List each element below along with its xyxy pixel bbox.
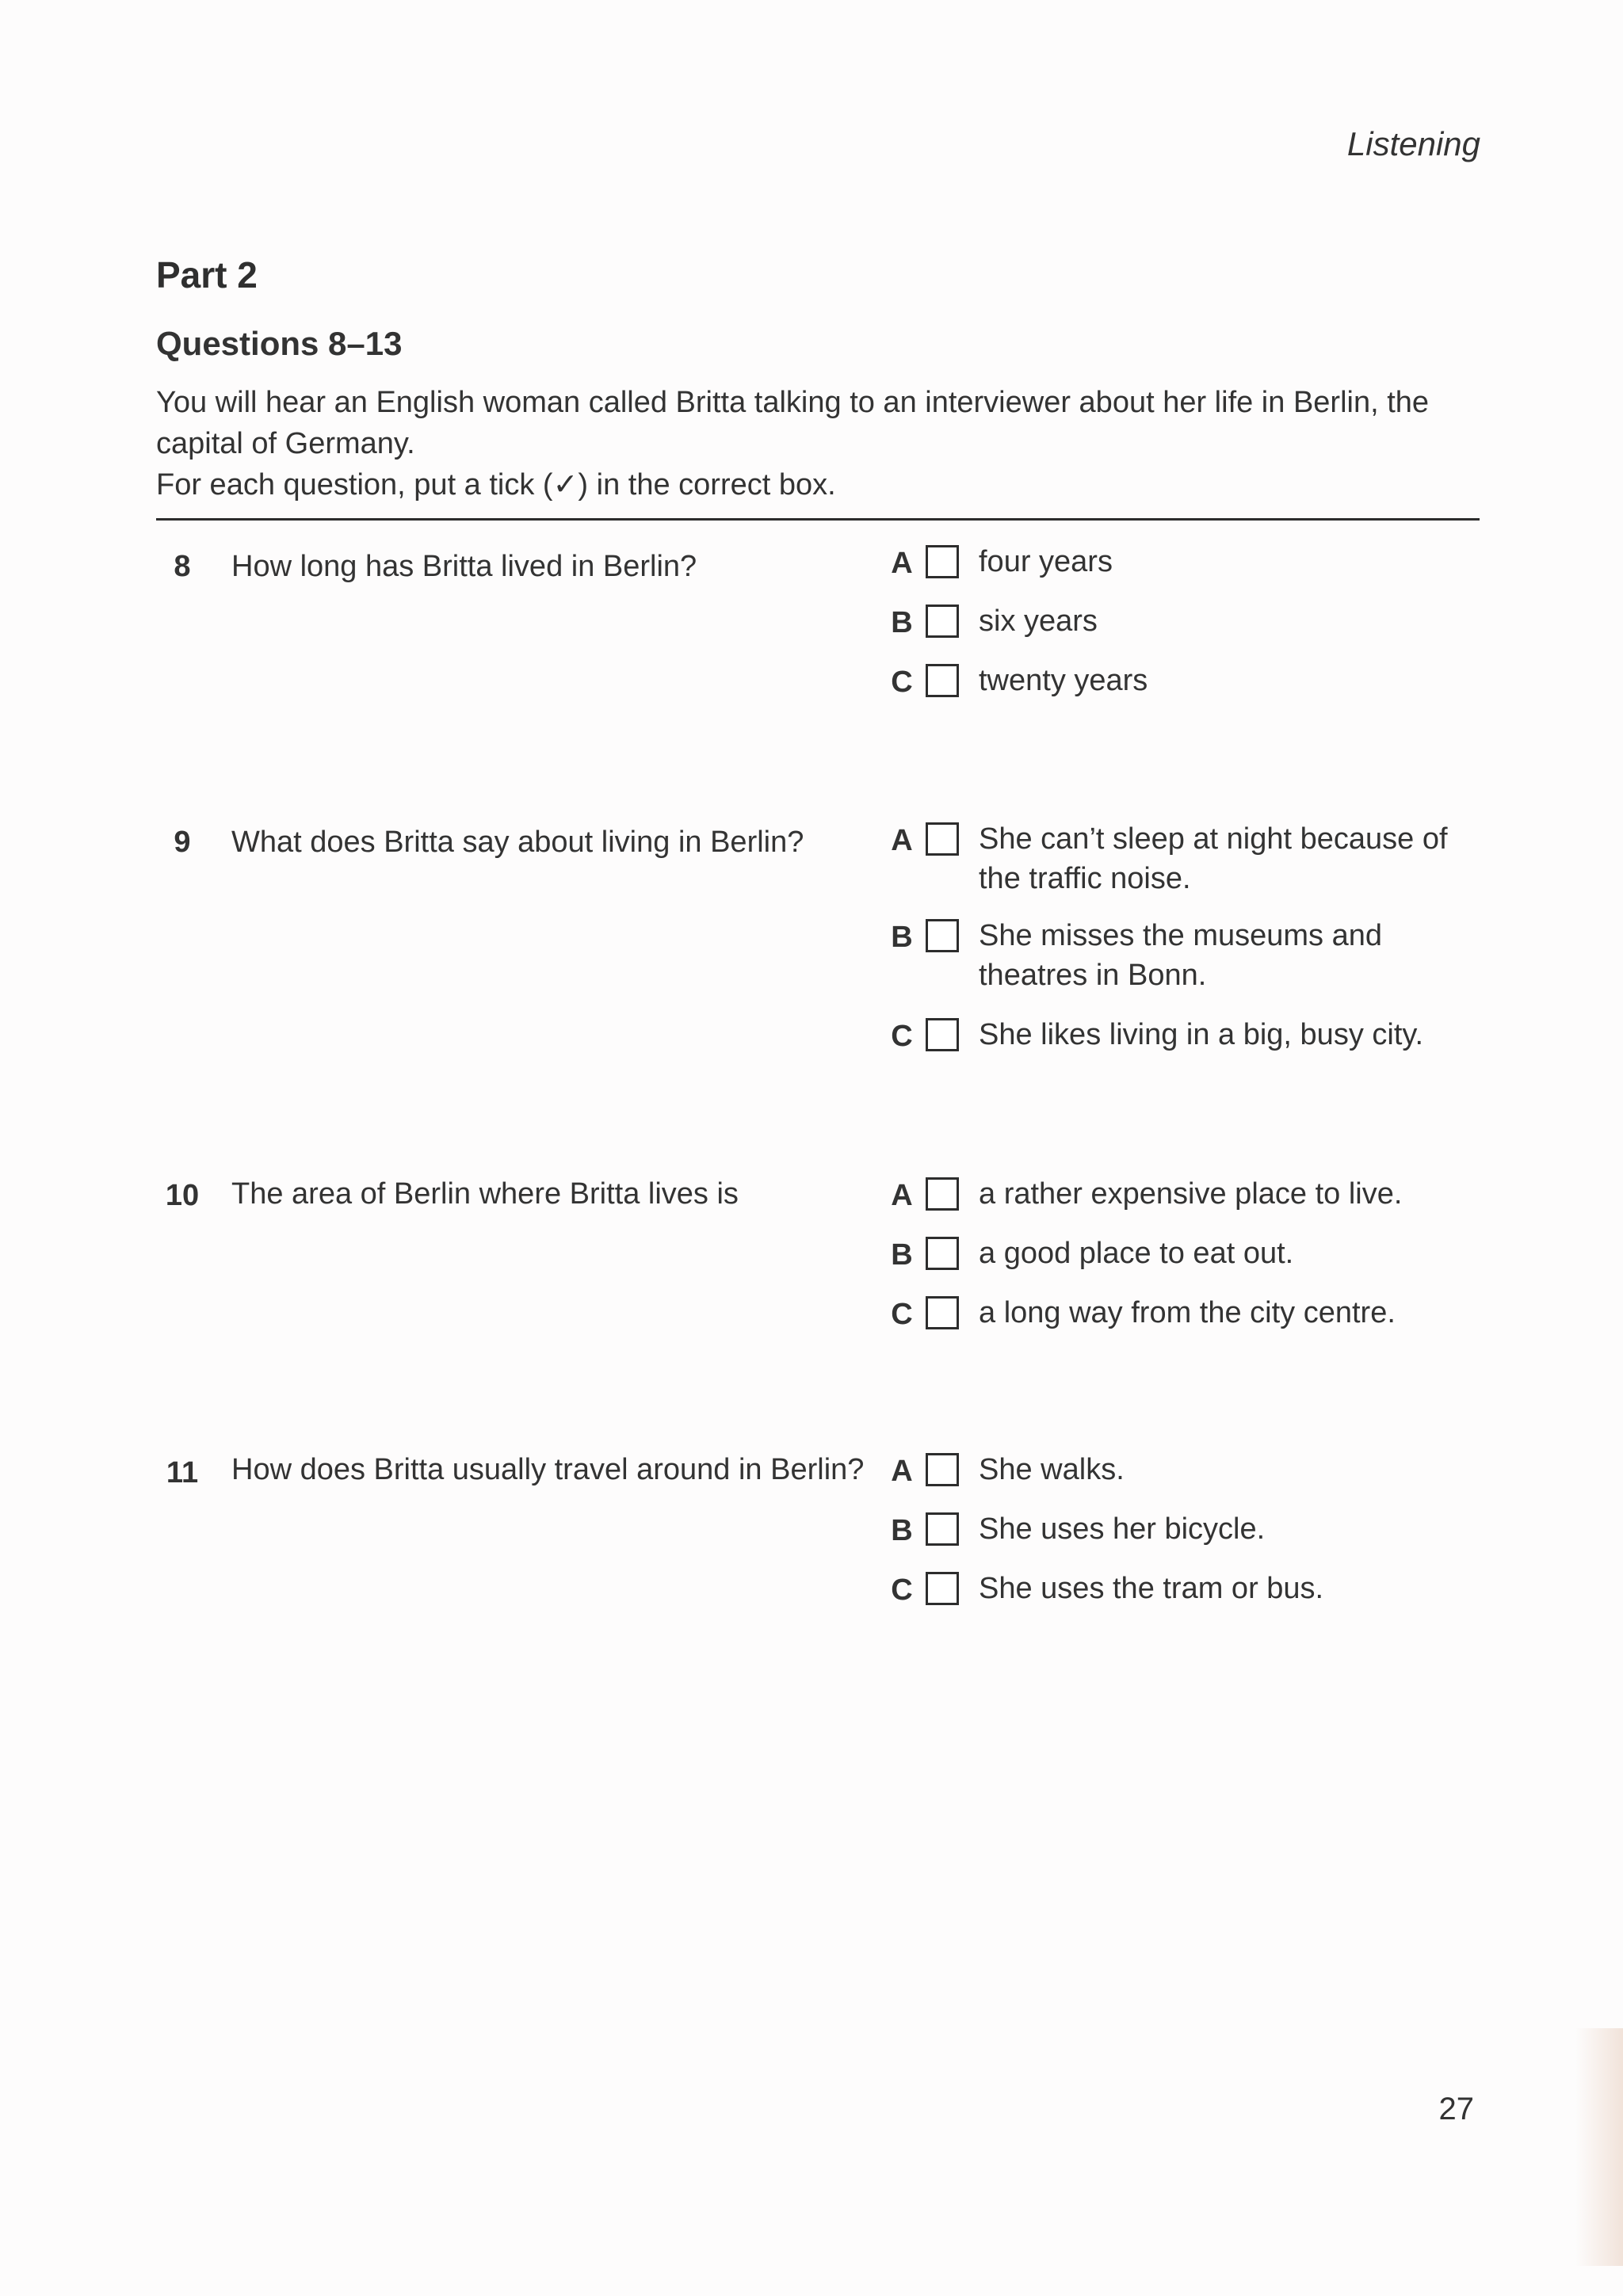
section-label: Listening bbox=[1346, 125, 1480, 162]
tick-box[interactable] bbox=[926, 1018, 959, 1051]
tick-box[interactable] bbox=[926, 545, 959, 578]
option-letter: B bbox=[891, 1238, 913, 1272]
questions-range-heading: Questions 8–13 bbox=[156, 325, 403, 362]
option-letter: A bbox=[891, 824, 913, 857]
tick-instruction: For each question, put a tick (✓) in the correct box. bbox=[156, 468, 836, 502]
option-letter: C bbox=[891, 1573, 913, 1607]
tick-box[interactable] bbox=[926, 1237, 959, 1270]
tick-box[interactable] bbox=[926, 1177, 959, 1211]
option-text: She uses the tram or bus. bbox=[979, 1572, 1324, 1605]
tick-box[interactable] bbox=[926, 1453, 959, 1486]
question-number: 10 bbox=[165, 1179, 200, 1212]
option-letter: C bbox=[891, 1020, 913, 1053]
tick-box[interactable] bbox=[926, 1572, 959, 1605]
tick-box[interactable] bbox=[926, 1296, 959, 1329]
option-text: four years bbox=[979, 545, 1113, 578]
option-text: She likes living in a big, busy city. bbox=[979, 1018, 1424, 1051]
intro-text: You will hear an English woman called Britta talking to an interviewer about her life in Berlin, the capital of Germany. bbox=[156, 386, 1430, 460]
option-text: a long way from the city centre. bbox=[979, 1296, 1396, 1329]
option-letter: C bbox=[891, 1298, 913, 1331]
option-text: She can’t sleep at night because of the traffic noise. bbox=[979, 822, 1448, 895]
question-text: The area of Berlin where Britta lives is bbox=[231, 1177, 739, 1211]
tick-box[interactable] bbox=[926, 664, 959, 697]
option-letter: A bbox=[891, 547, 913, 580]
option-text: She walks. bbox=[979, 1453, 1125, 1486]
question-text: What does Britta say about living in Berlin? bbox=[231, 826, 804, 859]
option-text: six years bbox=[979, 605, 1098, 638]
part-title: Part 2 bbox=[156, 254, 258, 296]
tick-box[interactable] bbox=[926, 822, 959, 856]
option-text: a good place to eat out. bbox=[979, 1237, 1294, 1270]
option-letter: A bbox=[891, 1455, 913, 1488]
question-text: How does Britta usually travel around in Berlin? bbox=[231, 1453, 865, 1486]
tick-box[interactable] bbox=[926, 919, 959, 952]
option-text: twenty years bbox=[979, 664, 1148, 697]
instructions bbox=[156, 382, 1480, 505]
question-text: How long has Britta lived in Berlin? bbox=[231, 550, 697, 583]
option-letter: B bbox=[891, 921, 913, 954]
question-number: 11 bbox=[166, 1456, 199, 1489]
option-text: She misses the museums and theatres in Bonn. bbox=[979, 919, 1383, 992]
divider-rule bbox=[156, 518, 1480, 521]
tick-box[interactable] bbox=[926, 605, 959, 638]
option-letter: A bbox=[891, 1179, 913, 1212]
question-number: 8 bbox=[174, 550, 191, 583]
question-number: 9 bbox=[174, 826, 191, 859]
page-edge-shadow bbox=[1575, 2028, 1623, 2266]
page-number: 27 bbox=[1438, 2092, 1474, 2126]
option-text: a rather expensive place to live. bbox=[979, 1177, 1403, 1211]
option-letter: C bbox=[891, 666, 913, 699]
option-letter: B bbox=[891, 1514, 913, 1547]
tick-box[interactable] bbox=[926, 1512, 959, 1546]
option-text: She uses her bicycle. bbox=[979, 1512, 1266, 1546]
option-letter: B bbox=[891, 606, 913, 639]
